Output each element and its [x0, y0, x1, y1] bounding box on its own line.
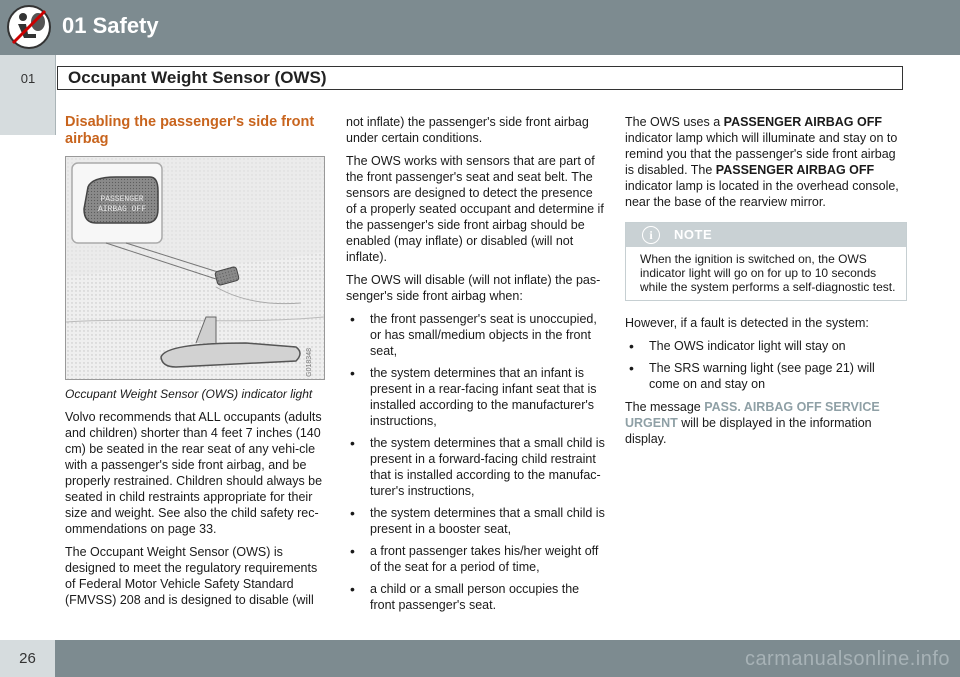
fault-list — [625, 338, 907, 392]
column-2 — [346, 114, 606, 620]
figure-caption: Occupant Weight Sensor (OWS) indicator light — [65, 387, 313, 401]
list-item: • the front passenger's seat is unoccupied, or has small/medium objects in the front seat, — [346, 311, 606, 359]
lamp-name-bold: PASSENGER AIRBAG OFF — [715, 163, 875, 177]
list-item: • the system determines that a small child is present in a forward-facing child restraint that is installed according to the manufac-turer's instructions, — [346, 435, 606, 499]
display-message: PASS. AIRBAG OFF SERVICE URGENT — [625, 400, 880, 430]
paragraph — [625, 399, 907, 447]
lamp-name-bold: PASSENGER AIRBAG OFF — [723, 115, 882, 129]
paragraph — [625, 114, 907, 210]
side-tab-number: 01 — [20, 71, 36, 86]
text-run: indicator lamp which will illuminate and stay on to remind you that the passenger's side front airbag is disabled. The — [625, 131, 898, 177]
paragraph: The Occupant Weight Sensor (OWS) is designed to meet the regulatory requirements of Federal Motor Vehicle Safety Standard (FMVSS) 208 and is designed to disable (will — [65, 545, 318, 607]
text-run: The message — [625, 400, 705, 414]
note-text: When the ignition is switched on, the OWS indicator light will go on for up to 10 seconds while the system performs a self-diagnostic test. — [640, 252, 896, 294]
lamp-text-line1: PASSENGER — [100, 195, 144, 204]
section-title: Occupant Weight Sensor (OWS) — [68, 68, 327, 87]
info-icon: i — [642, 226, 660, 244]
chapter-title: 01 Safety — [62, 13, 159, 38]
disable-conditions-list — [346, 311, 606, 613]
list-item: • the system determines that an infant is present in a rear-facing infant seat that is installed according to the manufacturer's instructions, — [346, 365, 606, 429]
text-run: will be displayed in the information display. — [625, 416, 872, 446]
side-tab — [0, 55, 56, 135]
text-run: The OWS uses a — [625, 115, 724, 129]
section-heading: Disabling the passenger's side front airbag — [65, 114, 315, 147]
paragraph: However, if a fault is detected in the system: — [625, 316, 869, 330]
paragraph: Volvo recommends that ALL occupants (adults and children) shorter than 4 feet 7 inches (140 cm) be seated in the rear seat of any vehi-cle with a passenger's side front airbag, and be properly restrained. Children should always be seated in child restraints appropriate for their size and weight. See also the child safety rec-ommendations on page 33. — [65, 410, 323, 536]
figure-code: G018348 — [306, 348, 313, 377]
list-item: • The OWS indicator light will stay on — [625, 338, 907, 354]
list-item: • a child or a small person occupies the front passenger's seat. — [346, 581, 606, 613]
section-title-bar — [57, 66, 903, 90]
note-header — [626, 223, 906, 247]
watermark: carmanualsonline.info — [744, 648, 950, 670]
paragraph: The OWS works with sensors that are part of the front passenger's seat and seat belt. The sensors are designed to detect the presence of a properly seated occupant and determine if the passenger's side front airbag should be enabled (may inflate) or disabled (will not inflate). — [346, 154, 604, 264]
list-item: • a front passenger takes his/her weight off of the seat for a period of time, — [346, 543, 606, 575]
lamp-text-line2: AIRBAG OFF — [97, 205, 147, 214]
paragraph: The OWS will disable (will not inflate) the pas-senger's side front airbag when: — [346, 273, 601, 303]
list-item: • The SRS warning light (see page 21) will come on and stay on — [625, 360, 907, 392]
airbag-logo-icon — [6, 4, 52, 50]
text-run: indicator lamp is located in the overhead console, near the base of the rearview mirror. — [625, 179, 899, 209]
column-1 — [65, 114, 325, 615]
column-3 — [625, 114, 907, 454]
paragraph: not inflate) the passenger's side front airbag under certain conditions. — [346, 115, 589, 145]
note-label: NOTE — [674, 227, 713, 242]
note-box — [625, 222, 907, 301]
indicator-light-figure — [65, 156, 325, 380]
page-number: 26 — [19, 650, 36, 667]
list-item: • the system determines that a small child is present in a booster seat, — [346, 505, 606, 537]
chapter-header — [0, 0, 960, 55]
